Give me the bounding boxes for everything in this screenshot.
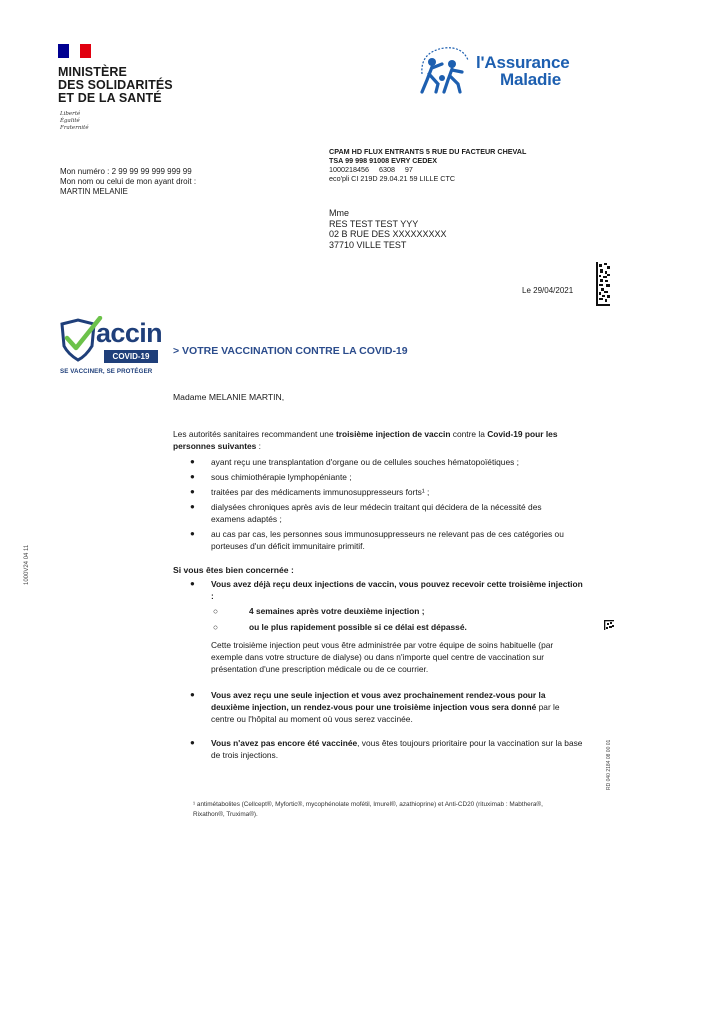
situations-list <box>173 578 583 769</box>
vaccin-wordmark: accin <box>96 318 163 348</box>
sender-block: CPAM HD FLUX ENTRANTS 5 RUE DU FACTEUR CHEVAL TSA 99 998 91008 EVRY CEDEX 1000218456 6308 97 eco'pli CI 219D 29.04.21 59 LILLE CTC <box>329 147 527 183</box>
concerned-label: Si vous êtes bien concernée : <box>173 565 294 575</box>
beneficiary-name: MARTIN MELANIE <box>60 187 128 196</box>
list-item: ● traitées par des médicaments immunosuppresseurs forts¹ ; <box>190 487 430 497</box>
list-item: ● dialysées chroniques après avis de leur médecin traitant qui décidera de la nécessité des examens adaptés ; <box>190 502 542 524</box>
list-item: ○ ou le plus rapidement possible si ce délai est dépassé. <box>213 622 467 632</box>
beneficiary-number: Mon numéro : 2 99 99 99 999 999 99 <box>60 167 192 176</box>
list-item: ● au cas par cas, les personnes sous immunosuppresseurs ne relevant pas de ces catégories ou porteuses d'un déficit immunitaire primitif. <box>190 529 564 551</box>
republic-motto: Liberté Égalité Fraternité <box>60 111 89 131</box>
datamatrix-code-icon <box>596 262 610 306</box>
timing-options <box>211 605 583 633</box>
list-item: ● ayant reçu une transplantation d'organe ou de cellules souches hématopoïétiques ; <box>190 457 519 467</box>
small-datamatrix-code-icon <box>604 620 614 630</box>
beneficiary-info <box>60 167 196 197</box>
side-reference-left: 1000V24 04 11 <box>24 544 30 585</box>
covid-badge: COVID-19 <box>104 350 158 363</box>
criteria-list <box>173 456 573 555</box>
list-item: ● Vous avez reçu une seule injection et vous avez prochainement rendez-vous pour la deuxième injection, un rendez-vous pour une troisième injection vous sera donné par le centre ou l'hôpital au moment où vous serez vaccinée. <box>190 690 560 724</box>
recipient-address: Mme RES TEST TEST YYY 02 B RUE DES XXXXXXXXX 37710 VILLE TEST <box>329 208 447 250</box>
salutation: Madame MELANIE MARTIN, <box>173 392 285 402</box>
letter-heading: > VOTRE VACCINATION CONTRE LA COVID-19 <box>173 345 408 357</box>
footnote: ¹ antimétabolites (Cellcept®, Myfortic®, mycophénolate mofétil, Imurel®, azathioprine) et Anti-CD20 (rituximab : Mabthera®, Rixathon®, Truxima®). <box>193 801 543 818</box>
list-item: ○ 4 semaines après votre deuxième injection ; <box>213 606 425 616</box>
vaccin-covid-logo <box>56 316 166 376</box>
list-item: ● Vous avez déjà reçu deux injections de vaccin, vous pouvez recevoir cette troisième injection : ○ 4 semaines après votre deuxième injection ; ○ ou le plus rapidement possible si ce délai est dépassé. Cette troisième injection peut vous être administrée par votre équipe de soins habituelle (par exemple dans votre structure de dialyse) ou dans n'importe quel centre de vaccination sur présentation d'une prescription médicale ou de ce courrier. <box>190 579 583 674</box>
letter-date: Le 29/04/2021 <box>522 286 574 295</box>
side-reference-right: RD 040 2184 08 00 01 <box>606 739 612 790</box>
assurance-maladie-logo-text: l'Assurance Maladie <box>476 53 570 89</box>
assurance-maladie-emblem-icon <box>414 40 474 98</box>
case1-paragraph: Cette troisième injection peut vous être administrée par votre équipe de soins habituelle (par exemple dans votre structure de dialyse) ou dans n'importe quel centre de vaccination sur présentation d'une prescription médicale ou de ce courrier. <box>211 640 554 674</box>
french-flag-icon <box>58 44 92 58</box>
intro-paragraph: Les autorités sanitaires recommandent une troisième injection de vaccin contre la Covid-19 pour les personnes suivantes : <box>173 429 558 451</box>
vaccin-tagline: SE VACCINER, SE PROTÉGER <box>60 368 153 375</box>
beneficiary-label: Mon nom ou celui de mon ayant droit : <box>60 177 197 186</box>
list-item: ● Vous n'avez pas encore été vaccinée, vous êtes toujours prioritaire pour la vaccination sur la base de trois injections. <box>190 738 583 760</box>
ministry-name: MINISTÈRE DES SOLIDARITÉS ET DE LA SANTÉ <box>58 65 173 105</box>
list-item: ● sous chimiothérapie lymphopéniante ; <box>190 472 352 482</box>
